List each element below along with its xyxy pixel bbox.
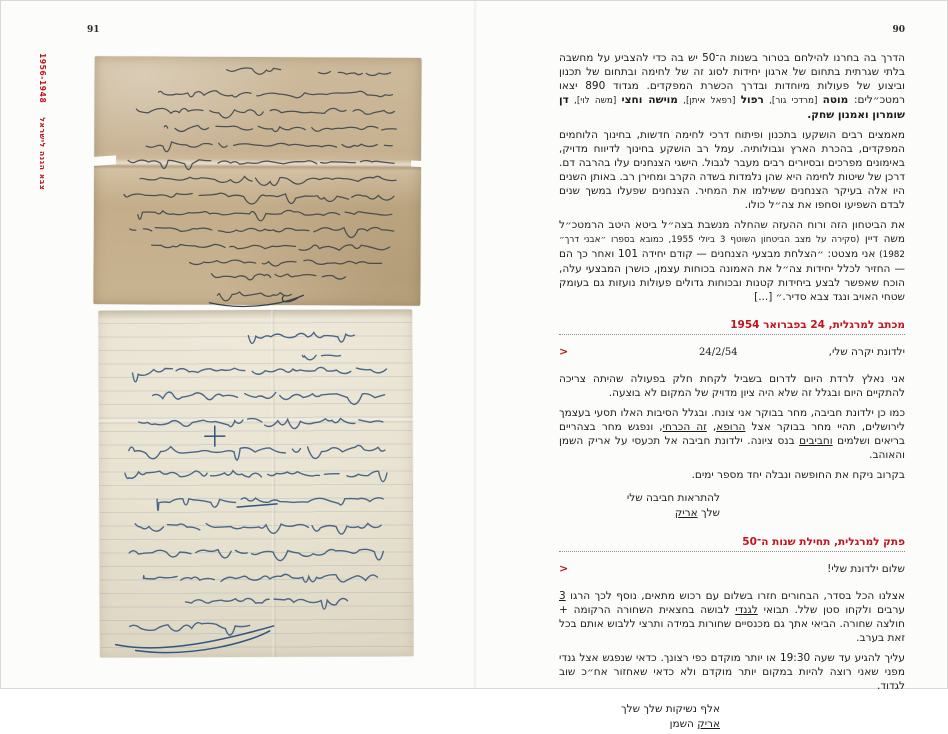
margin-marker: < bbox=[559, 345, 569, 358]
letter-heading: מכתב למרגלית, 24 בפברואר 1954 bbox=[730, 319, 905, 331]
salutation: ילדונת יקרה שלי, bbox=[828, 346, 905, 358]
letter-date: 24/2/54 bbox=[699, 347, 738, 358]
margin-marker: < bbox=[559, 562, 569, 575]
closing-line: אלף נשיקות שלך שלך bbox=[620, 703, 720, 715]
note-paragraph: אצלנו הכל בסדר, הבחורים חזרו בשלום עם רכוש מתאים, נוסף לכך הרגו 3 ערבים ולקחו סטן שלל. תבואי לגנדי לבושה בחצאית השחורה הרקומה + חולצה שחורה. הביאי אתך גם מכנסיים שחורות במידה ותרצי ללבוש אותם בכל זאת בערב. bbox=[559, 590, 905, 644]
dotted-divider bbox=[559, 334, 905, 336]
intro-paragraph-3: את הביטחון הזה ורוח ההעזה שהחלה מנשבת בצה״ל ביטא היטב הרמטכ״ל משה דיין (סקירה על מצב הביטחון השוטף 3 ביולי 1955, כמובא בספרו ״אבני דרך״ 1982) אני מצטט: ״הצלחת מבצעי הצנחנים — קודם יחידה 101 ואחר כך הם — החזיר לכלל יחידות צה״ל את האמונה בכוחות עצמן, כושרן המבצעי עלה, הוכח שאפשר לבצע ביחידות קטנות ובכוחות גדולים פעולות נועזות גם בעומק שטחי האויב ונגד צבא סדיר.״ [...] bbox=[559, 219, 905, 303]
note-section-1950s bbox=[559, 536, 905, 732]
spine-caption bbox=[38, 53, 47, 190]
salutation-row bbox=[559, 345, 905, 365]
spine-chapter-title: צבא הגנה לישראל bbox=[38, 117, 47, 191]
note-paragraph: עליך להגיע עד שעה 19:30 או יותר מוקדם כפי רצונך. כדאי שנפגש אצל גנדי מפני שאני רוצה להיות במקום יותר מוקדם ולא כדאי שאחזור אח״כ שוב לגדוד. bbox=[559, 652, 905, 692]
note-heading: פתק למרגלית, תחילת שנות ה־50 bbox=[742, 536, 905, 548]
salutation: שלום ילדונת שלי! bbox=[827, 563, 905, 575]
note-closing bbox=[559, 702, 720, 732]
intro-paragraph-1: הדרך בה בחרנו להילחם בטרור בשנות ה־50 יש בה כדי להצביע על מחשבה בלתי שגרתית בתחום של ארגון יחידות לסוג זה של לחימה ובתחום של תכנון וביצוע של פעולות מיוחדות ובדרך הכשרת המפקדים. מגדוד 890 יצאו רמטכ״לים: מוטה [מרדכי גור], רפול [רפאל איתן], מוישה וחצי [משה לוי], דן שומרון ואמנון שחק. bbox=[559, 52, 906, 121]
page-number-left: 91 bbox=[87, 25, 100, 35]
scanned-handwritten-letter-1954 bbox=[93, 56, 421, 306]
scanned-handwritten-note-1950s bbox=[98, 309, 414, 657]
letter-closing bbox=[559, 491, 720, 521]
handwriting-scribbles-blue-ink bbox=[98, 309, 414, 657]
closing-line: להתראות חביבה שלי bbox=[626, 492, 720, 504]
intro-paragraph-2: מאמצים רבים הושקעו בתכנון ופיתוח דרכי לחימה חדשות, בחינוך הלוחמים המפקדים, בהכרת הארץ וגבולותיה. עמל רב הושקע בחינוך לדיווח מדויק, באימונים מפרכים ובסיורים רבים מעבר לגבול. הישגי הצנחנים עלו בהרבה דם. דרכן של שיטות לחימה היא שהן נלמדות בשדה הקרב ומחירן רב. באותן השנים היו אלה בעיקר הצנחנים ששילמו את המחיר. הצנחנים שפעלו במשך שנים לבדם השפיעו וסחפו את צה״ל כולו. bbox=[559, 129, 905, 211]
page-gutter bbox=[473, 1, 477, 688]
page-number-right: 90 bbox=[892, 25, 905, 35]
spine-chapter-years: 1956-1948 bbox=[38, 53, 47, 104]
signature-line: שלך אריק bbox=[674, 507, 720, 519]
handwriting-scribbles-dark-ink bbox=[93, 56, 421, 306]
text-column bbox=[559, 51, 905, 734]
letter-paragraph: כמו כן ילדונת חביבה, מחר בבוקר אני צונח. ובגלל הסיבות האלו תסעי בעצמך לירושלים, תהיי מחר בבוקר אצל הרופא, זה הכרחי, ונפגש מחר בצהריים בריאים ושלמים וחביבים בנס ציונה. ילדונת חביבה אל תכעסי על אריק השמן והאוהב. bbox=[559, 407, 905, 461]
signature-line: אריק השמן bbox=[669, 718, 720, 730]
letter-paragraph: אני נאלץ לרדת היום לדרום בשביל לקחת חלק בפעולה שהיתה צריכה להתקיים היום ובגלל זה שלא היה ציון מדויק של המקום לא בוצעה. bbox=[559, 373, 905, 399]
salutation-row bbox=[559, 562, 905, 582]
letter-section-1954 bbox=[559, 319, 905, 521]
dotted-divider bbox=[559, 551, 905, 553]
letter-paragraph: בקרוב ניקח את החופשה ונבלה יחד מספר ימים. bbox=[691, 469, 905, 481]
